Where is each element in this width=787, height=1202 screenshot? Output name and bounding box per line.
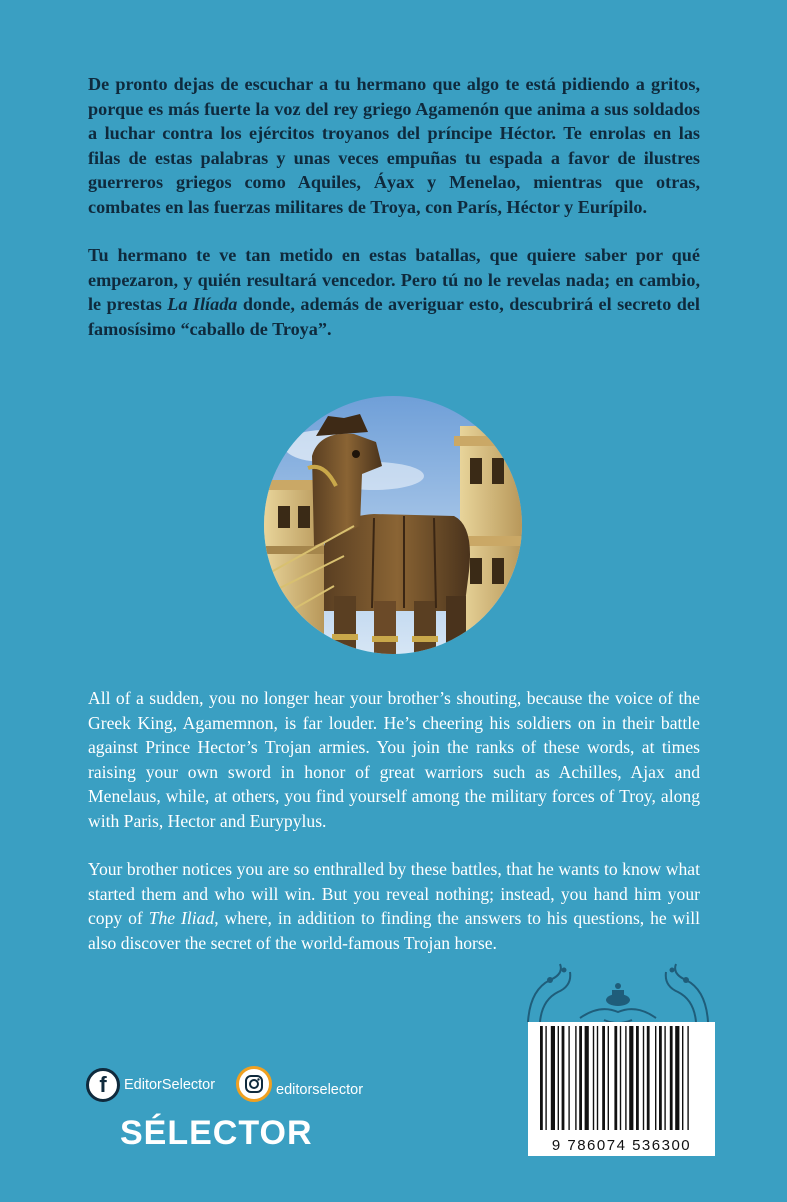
spanish-paragraph-1: De pronto dejas de escuchar a tu hermano que algo te está pidiendo a gritos, porque es más fuerte la voz del rey griego Agamenón que anima a sus soldados a luchar contra los ejércitos troyanos del príncipe Héctor. Te enrolas en las filas de estas palabras y unas veces empuñas tu espada a favor de ilustres guerreros griegos como Aquiles, Áyax y Menelao, mientras que otras, combates en las fuerzas militares de Troya, con París, Héctor y Eurípilo. bbox=[88, 74, 700, 217]
isbn-barcode bbox=[528, 1022, 715, 1156]
barcode-bars bbox=[528, 1022, 715, 1134]
facebook-icon: f bbox=[86, 1068, 120, 1102]
publisher-logo: SÉLECTOR bbox=[120, 1114, 313, 1152]
decorative-ornament-icon bbox=[520, 960, 716, 1026]
instagram-handle: editorselector bbox=[276, 1082, 364, 1098]
facebook-handle: EditorSelector bbox=[124, 1077, 216, 1093]
english-paragraph-1: All of a sudden, you no longer hear your brother’s shouting, because the voice of the Greek King, Agamemnon, is far louder. He’s cheering his soldiers on in their battle against Prince Hector’s Trojan armies. You join the ranks of these words, at times raising your own sword in honor of great warriors such as Achilles, Ajax and Menelaus, while, at others, you find yourself among the military forces of Troy, along with Paris, Hector and Eurypylus. bbox=[88, 688, 700, 831]
english-synopsis bbox=[88, 686, 700, 979]
english-paragraph-2-text-a: Your brother notices you are so enthralled by these battles, that he wants to know what started them and who will win. But you reveal nothing; instead, you hand him your copy of bbox=[88, 859, 700, 928]
spanish-synopsis bbox=[88, 72, 700, 365]
english-book-title: The Iliad bbox=[148, 908, 215, 928]
spanish-paragraph-2 bbox=[88, 243, 700, 341]
facebook-link[interactable] bbox=[86, 1068, 215, 1102]
spanish-paragraph-2-text-b: donde, además de averiguar esto, descubrirá el secreto del famosísimo “caballo de Troya”. bbox=[88, 294, 700, 339]
spanish-book-title: La Ilíada bbox=[167, 294, 238, 314]
english-paragraph-2-text-b: , where, in addition to finding the answers to his questions, he will also discover the secret of the world-famous Trojan horse. bbox=[88, 908, 700, 953]
english-paragraph-2 bbox=[88, 857, 700, 955]
spanish-paragraph-2-text-a: Tu hermano te ve tan metido en estas batallas, que quiere saber por qué empezaron, y quién resultará vencedor. Pero tú no le revelas nada; en cambio, le prestas bbox=[88, 245, 700, 314]
instagram-icon bbox=[236, 1066, 272, 1102]
isbn-number: 9 786074 536300 bbox=[551, 1137, 692, 1154]
trojan-horse-illustration bbox=[264, 396, 522, 654]
instagram-link[interactable] bbox=[236, 1066, 363, 1102]
